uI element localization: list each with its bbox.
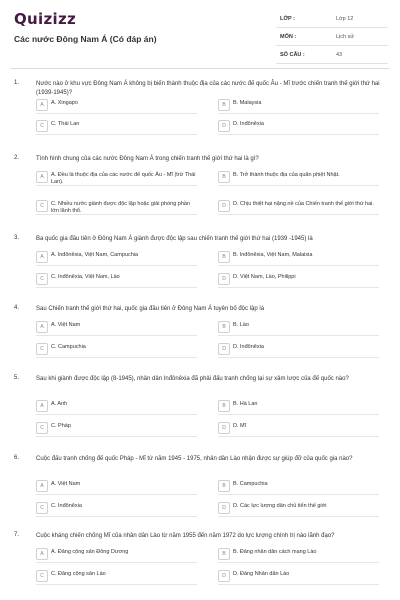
worksheet-header [0,0,400,62]
option-text: D. Inđônêxia [233,121,264,127]
option-underline [36,516,197,517]
meta-label: MÔN : [280,34,297,40]
option-underline [36,287,197,288]
option-text: A. Xingapo [51,100,78,106]
option-underline [218,584,379,585]
option-box [218,342,379,356]
option-underline [36,185,197,186]
option-underline [36,414,197,415]
option-text: D. Mĩ [233,423,247,429]
question-number: 7. [14,532,20,538]
option-box [218,272,379,286]
option-letter-badge: B [218,99,230,111]
option-letter-badge: A [36,548,48,560]
option-letter-badge: C [36,502,48,514]
option-box [218,569,379,583]
option-text: C. Campuchia [51,344,86,350]
option-letter-badge: D [218,343,230,355]
option-underline [218,494,379,495]
option-text: C. Pháp [51,423,71,429]
question-text: Nước nào ở khu vực Đông Nam Á không bị biến thành thuộc địa của các nước đế quốc Âu - Mĩ trước chiến tranh thế giới thứ hai (1939-1945)? [36,81,380,96]
option-box [218,421,379,435]
meta-panel [276,12,388,66]
meta-row-subject [276,30,388,46]
option-underline [218,562,379,563]
option-box [36,399,197,413]
option-underline [36,584,197,585]
question-number: 5. [14,375,20,381]
option-box [36,342,197,356]
option-underline [36,562,197,563]
option-letter-badge: D [218,200,230,212]
option-box [36,547,197,561]
option-letter-badge: C [36,343,48,355]
option-underline [218,335,379,336]
option-box [218,399,379,413]
option-box [218,170,379,184]
option-letter-badge: B [218,251,230,263]
option-text: D. Đảng Nhân dân Lào [233,571,290,577]
option-box [218,501,379,515]
option-text: D. Việt Nam, Lào, Philippi [233,274,296,280]
meta-value: Lớp 12 [336,16,354,22]
question-text: Sau khi giành được độc lập (8-1945), nhân dân Inđônêxia đã phải đấu tranh chống lại sự xâm lược của đế quốc nào? [36,376,349,382]
option-letter-badge: A [36,321,48,333]
option-box [218,98,379,112]
meta-row-class [276,12,388,28]
option-text: B. Trở thành thuộc địa của quân phiệt Nhật. [233,172,340,178]
option-box [36,501,197,515]
option-underline [218,436,379,437]
option-text: B. Đảng nhân dân cách mạng Lào [233,549,317,555]
option-underline [36,265,197,266]
question-number: 2. [14,155,20,161]
meta-row-count [276,48,388,64]
meta-value: Lịch sử [336,34,355,40]
option-box [36,170,197,184]
option-box [218,547,379,561]
option-text: C. Đảng cộng sản Lào [51,571,106,577]
option-text: D. Chịu thiệt hại nặng nề của Chiến tranh thế giới thứ hai. [233,201,374,207]
option-underline [36,113,197,114]
option-letter-badge: A [36,99,48,111]
option-letter-badge: C [36,120,48,132]
question-number: 6. [14,455,20,461]
option-box [36,320,197,334]
option-text: A. Đảng cộng sản Đông Dương [51,549,129,555]
option-underline [218,113,379,114]
option-underline [218,134,379,135]
question-text: Tình hình chung của các nước Đông Nam Á trong chiến tranh thế giới thứ hai là gì? [36,156,259,162]
quizizz-logo: Quizizz [14,10,77,28]
option-box [36,119,197,133]
meta-value: 43 [336,52,343,58]
option-underline [36,335,197,336]
option-letter-badge: A [36,400,48,412]
option-underline [218,214,379,215]
meta-label: LỚP : [280,16,295,22]
option-box [36,421,197,435]
option-box [36,250,197,264]
option-text: B. Lào [233,322,249,328]
question-number: 3. [14,235,20,241]
option-text: A. Inđônêxia, Việt Nam, Campuchia [51,252,139,258]
option-letter-badge: D [218,502,230,514]
option-box [36,569,197,583]
option-text: A. Việt Nam [51,322,81,328]
option-box [36,272,197,286]
option-letter-badge: C [36,273,48,285]
question-text: Sau Chiến tranh thế giới thứ hai, quốc gia đầu tiên ở Đông Nam Á tuyên bố độc lập là [36,306,265,312]
option-letter-badge: A [36,171,48,183]
option-box [218,250,379,264]
option-text: B. Campuchia [233,481,268,487]
option-text: C. Nhiều nước giành được độc lập hoặc giải phóng phần lớn lãnh thổ. [51,201,191,214]
option-text: D. Inđônêxia [233,344,264,350]
worksheet-title: Các nước Đông Nam Á (Có đáp án) [14,34,157,44]
option-underline [36,436,197,437]
option-box [218,119,379,133]
option-box [218,479,379,493]
option-letter-badge: A [36,480,48,492]
option-letter-badge: A [36,251,48,263]
option-text: A. Đều là thuộc địa của các nước đế quốc Âu - Mĩ (trừ Thái Lan). [51,172,196,185]
option-text: C. Inđônêxia, Việt Nam, Lào [51,274,120,280]
option-underline [218,265,379,266]
option-letter-badge: C [36,422,48,434]
header-divider [10,68,390,69]
option-underline [218,287,379,288]
meta-label: SỐ CÂU : [280,52,305,58]
option-underline [36,494,197,495]
option-letter-badge: D [218,120,230,132]
option-box [36,98,197,112]
option-letter-badge: D [218,422,230,434]
option-text: C. Thái Lan [51,121,80,127]
option-letter-badge: D [218,273,230,285]
option-letter-badge: C [36,570,48,582]
option-text: A. Việt Nam [51,481,81,487]
option-underline [218,185,379,186]
option-letter-badge: B [218,321,230,333]
option-underline [36,357,197,358]
option-text: B. Hà Lan [233,401,258,407]
option-letter-badge: D [218,570,230,582]
question-text: Ba quốc gia đầu tiên ở Đông Nam Á giành được độc lập sau chiến tranh thế giới thứ hai (1939 -1945) là [36,236,313,242]
option-underline [218,516,379,517]
option-letter-badge: B [218,400,230,412]
option-box [218,199,379,213]
option-letter-badge: B [218,548,230,560]
option-underline [218,357,379,358]
question-number: 4. [14,305,20,311]
option-underline [36,134,197,135]
option-text: C. Inđônêxia [51,503,82,509]
option-letter-badge: C [36,200,48,212]
option-text: B. Malaysia [233,100,262,106]
question-text: Cuộc đấu tranh chống đế quốc Pháp - Mĩ từ năm 1945 - 1975, nhân dân Lào nhận được sự giúp đỡ của quốc gia nào? [36,456,353,462]
option-underline [218,414,379,415]
option-text: A. Anh [51,401,68,407]
question-number: 1. [14,80,20,86]
option-underline [36,214,197,215]
option-text: B. Inđônêxia, Việt Nam, Malaixia [233,252,313,258]
option-box [218,320,379,334]
question-text: Cuộc kháng chiến chống Mĩ của nhân dân Lào từ năm 1955 đến năm 1972 do lực lượng chính trị nào lãnh đạo? [36,533,335,539]
option-box [36,199,197,213]
option-letter-badge: B [218,480,230,492]
option-box [36,479,197,493]
option-letter-badge: B [218,171,230,183]
option-text: D. Các lực lượng dân chủ tiến thế giới [233,503,327,509]
